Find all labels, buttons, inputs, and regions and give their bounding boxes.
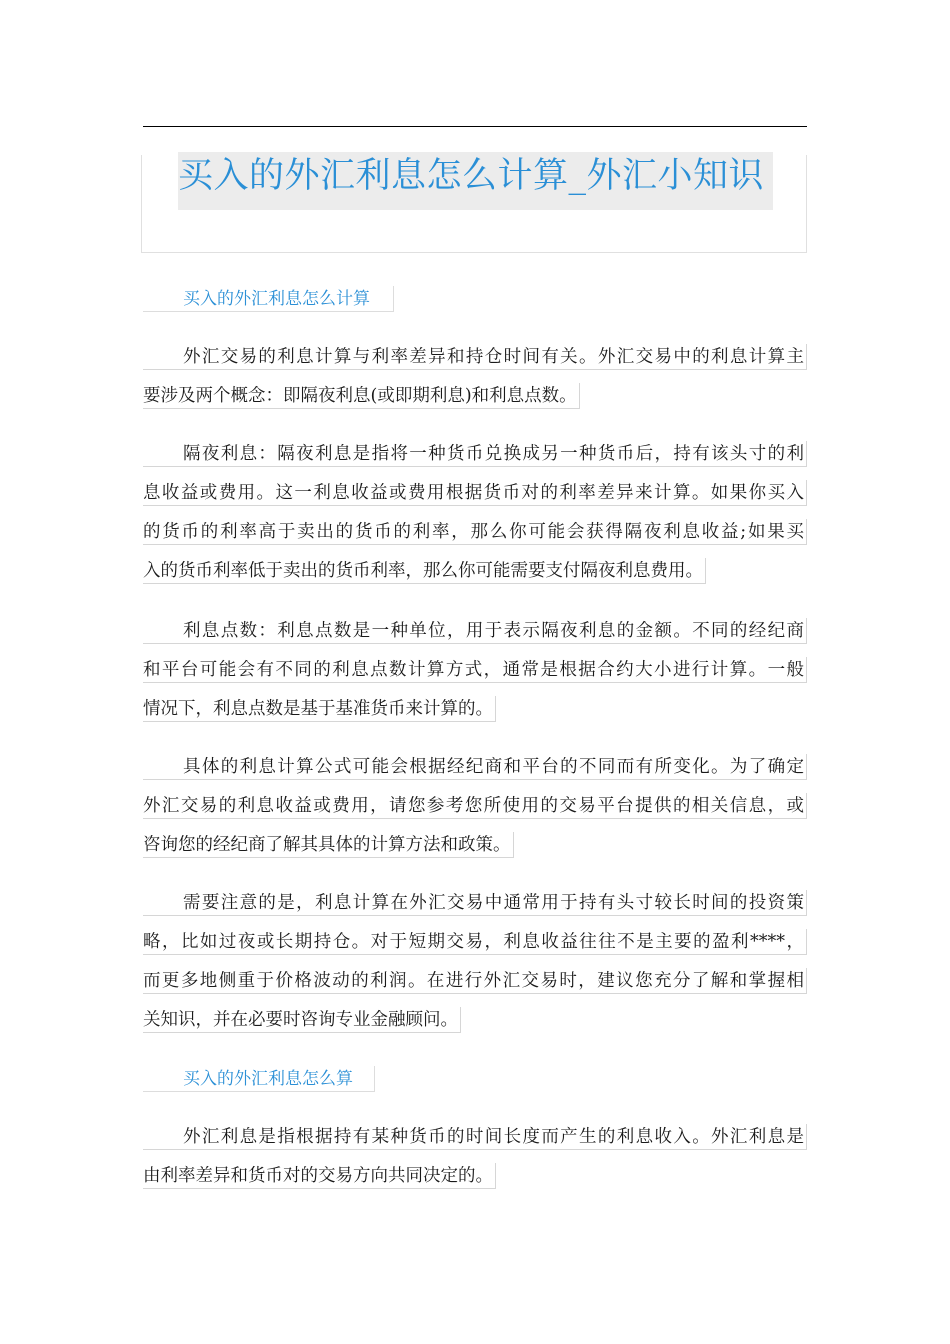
page-title: 买入的外汇利息怎么计算_外汇小知识 [178, 152, 773, 210]
paragraph-5 [143, 890, 807, 1046]
text-line: 关知识，并在必要时咨询专业金融顾问。 [143, 1007, 807, 1046]
paragraph-1 [143, 344, 807, 422]
text-line: 入的货币利率低于卖出的货币利率，那么你可能需要支付隔夜利息费用。 [143, 558, 807, 597]
text-line: 息收益或费用。这一利息收益或费用根据货币对的利率差异来计算。如果你买入 [143, 480, 807, 519]
text-line: 外汇交易的利息收益或费用，请您参考您所使用的交易平台提供的相关信息，或 [143, 793, 807, 832]
paragraph-2 [143, 441, 807, 597]
text-line: 由利率差异和货币对的交易方向共同决定的。 [143, 1163, 807, 1202]
paragraph-6 [143, 1124, 807, 1202]
text-line: 外汇交易的利息计算与利率差异和持仓时间有关。外汇交易中的利息计算主 [143, 344, 807, 383]
text-line: 的货币的利率高于卖出的货币的利率，那么你可能会获得隔夜利息收益;如果买 [143, 519, 807, 558]
text-line: 隔夜利息：隔夜利息是指将一种货币兑换成另一种货币后，持有该头寸的利 [143, 441, 807, 480]
text-line: 略，比如过夜或长期持仓。对于短期交易，利息收益往往不是主要的盈利****， [143, 929, 807, 968]
text-line: 外汇利息是指根据持有某种货币的时间长度而产生的利息收入。外汇利息是 [143, 1124, 807, 1163]
text-line: 利息点数：利息点数是一种单位，用于表示隔夜利息的金额。不同的经纪商 [143, 618, 807, 657]
text-line: 具体的利息计算公式可能会根据经纪商和平台的不同而有所变化。为了确定 [143, 754, 807, 793]
paragraph-4 [143, 754, 807, 871]
text-line: 情况下，利息点数是基于基准货币来计算的。 [143, 696, 807, 735]
text-line: 需要注意的是，利息计算在外汇交易中通常用于持有头寸较长时间的投资策 [143, 890, 807, 929]
section-heading-1: 买入的外汇利息怎么计算 [143, 286, 394, 312]
text-line: 和平台可能会有不同的利息点数计算方式，通常是根据合约大小进行计算。一般 [143, 657, 807, 696]
text-line: 要涉及两个概念：即隔夜利息(或即期利息)和利息点数。 [143, 383, 807, 422]
text-line: 咨询您的经纪商了解其具体的计算方法和政策。 [143, 832, 807, 871]
paragraph-3 [143, 618, 807, 735]
text-line: 而更多地侧重于价格波动的利润。在进行外汇交易时，建议您充分了解和掌握相 [143, 968, 807, 1007]
top-rule [143, 126, 807, 127]
section-heading-2: 买入的外汇利息怎么算 [143, 1066, 375, 1092]
